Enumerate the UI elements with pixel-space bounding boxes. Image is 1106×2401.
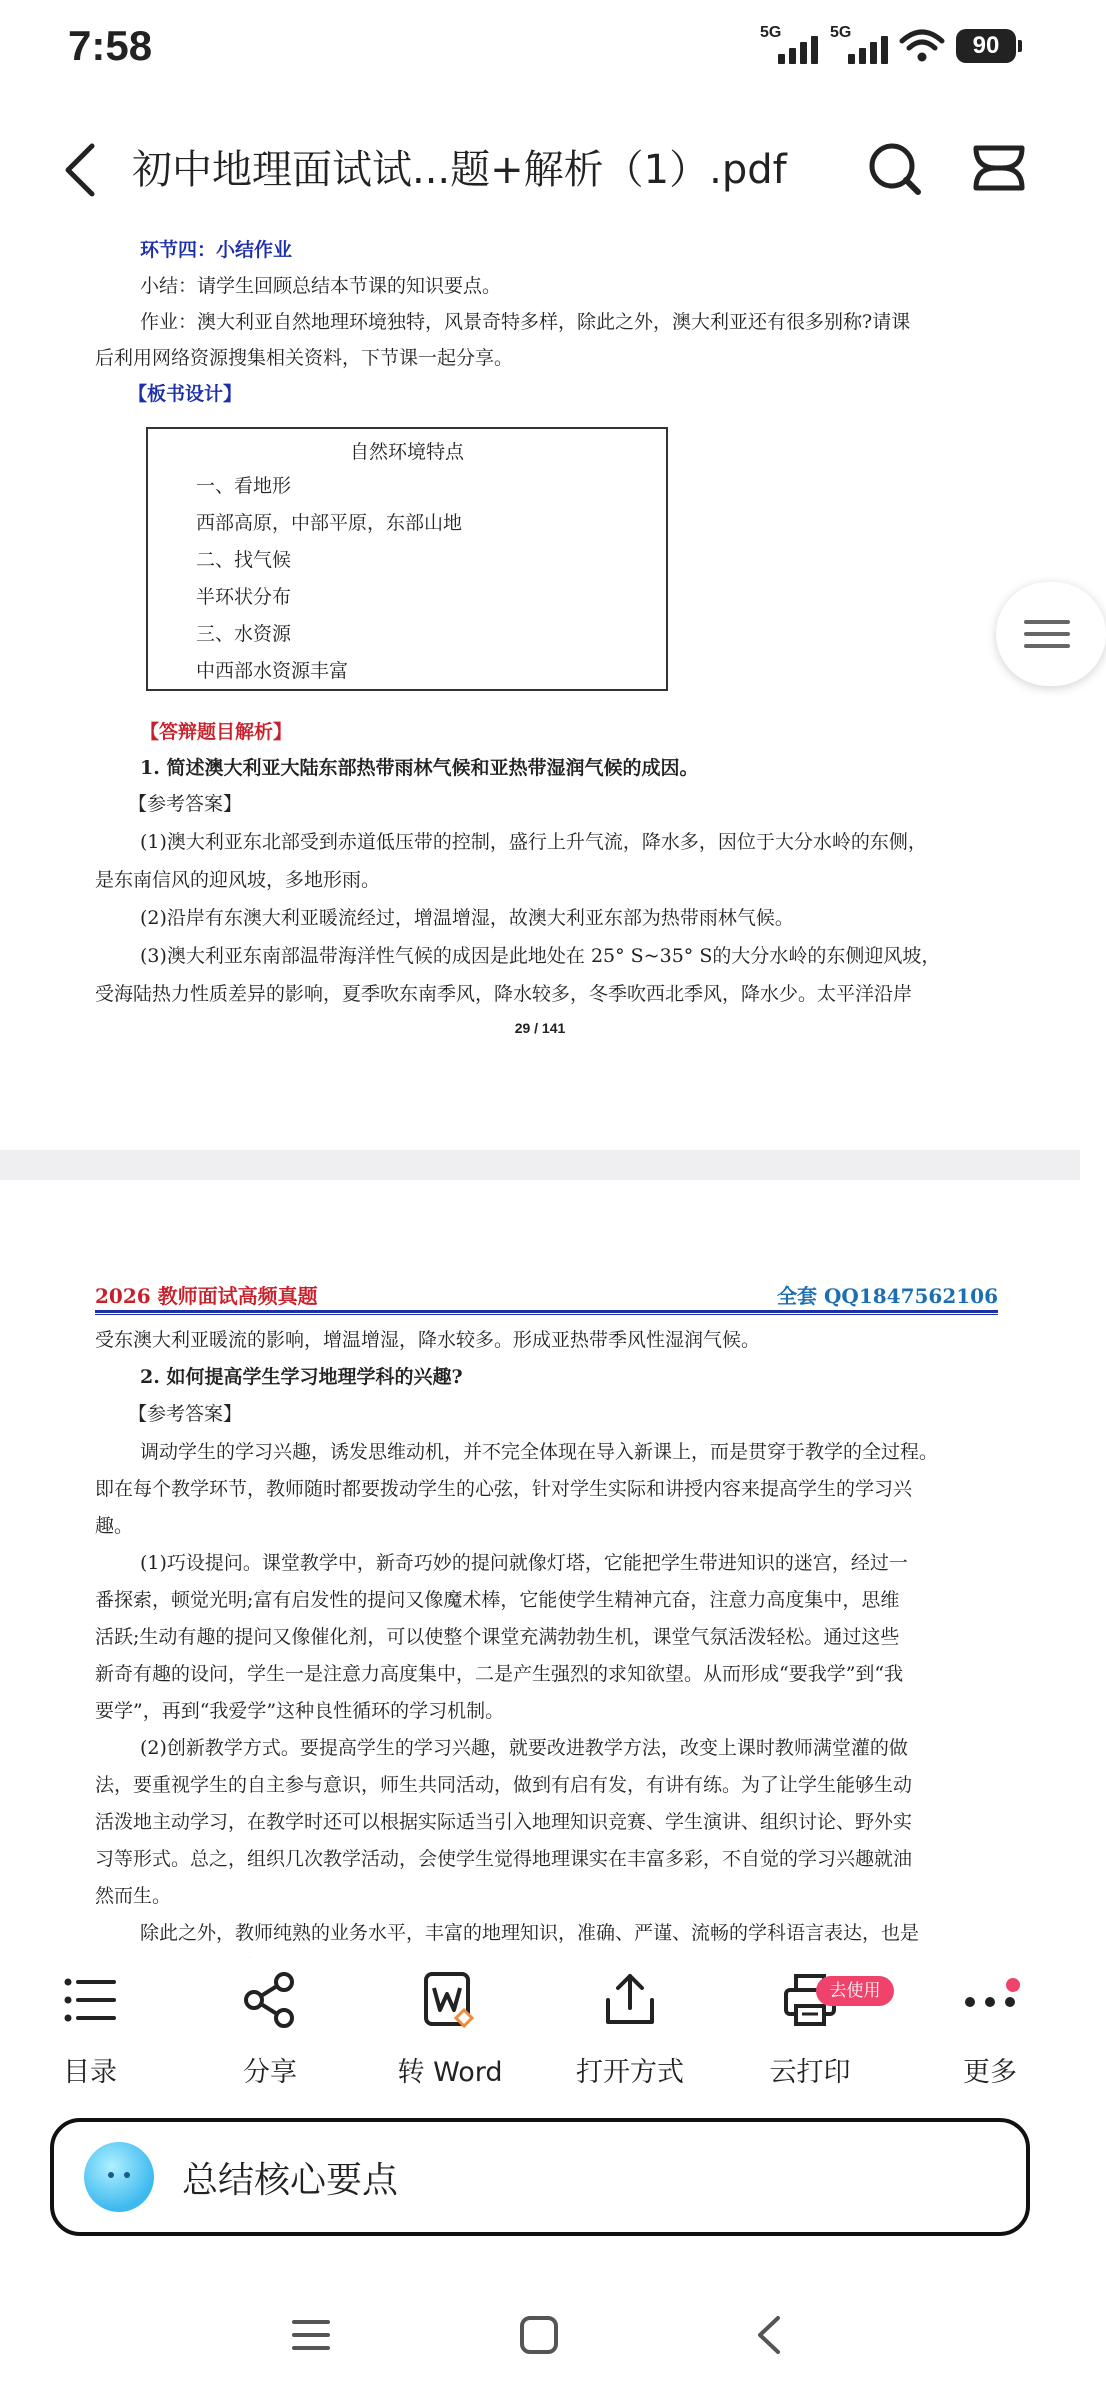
board-line: 西部高原，中部平原，东部山地 xyxy=(196,512,463,534)
status-icons xyxy=(760,26,1016,66)
text-line: 活泼地主动学习，在教学时还可以根据实际适当引入地理知识竞赛、学生演讲、组织讨论、野外实 xyxy=(95,1811,913,1833)
more-options-icon[interactable] xyxy=(970,138,1028,198)
page-separator xyxy=(0,1150,1080,1180)
share-button[interactable] xyxy=(200,1958,340,2098)
signal-icon xyxy=(760,26,818,66)
board-design-box xyxy=(146,427,668,691)
section-heading: 环节四：小结作业 xyxy=(140,239,293,261)
list-icon xyxy=(60,1970,120,2030)
battery-icon: 90 xyxy=(956,29,1016,63)
wifi-icon xyxy=(900,29,944,63)
status-time: 7:58 xyxy=(68,22,153,69)
bottom-toolbar xyxy=(0,1958,1080,2098)
cloud-print-label: 云打印 xyxy=(769,2057,851,2088)
text-line xyxy=(95,1950,285,1958)
text-line: 法，要重视学生的自主参与意识，师生共同活动，做到有启有发，有讲有练。为了让学生能够生动 xyxy=(95,1774,913,1796)
convert-word-label: 转 Word xyxy=(397,2057,503,2088)
text-line: 受东澳大利亚暖流的影响，增温增湿，降水较多。形成亚热带季风性湿润气候。 xyxy=(95,1329,761,1351)
text-line: 习等形式。总之，组织几次教学活动，会使学生觉得地理课实在丰富多彩，不自觉的学习兴趣就油 xyxy=(95,1848,913,1870)
text-line: 作业：澳大利亚自然地理环境独特，风景奇特多样，除此之外，澳大利亚还有很多别称?请课 xyxy=(140,311,911,333)
question-1: 1. 简述澳大利亚大陆东部热带雨林气候和亚热带湿润气候的成因。 xyxy=(140,757,699,779)
document-title: 初中地理面试试...题+解析（1）.pdf xyxy=(132,147,787,193)
question-2: 2. 如何提高学生学习地理学科的兴趣? xyxy=(140,1366,463,1388)
text-line: 番探索，顿觉光明;富有启发性的提问又像魔术棒，它能使学生精神亢奋，注意力高度集中，思维 xyxy=(95,1589,900,1611)
text-line: (2)沿岸有东澳大利亚暖流经过，增温增湿，故澳大利亚东部为热带雨林气候。 xyxy=(140,907,794,929)
text-line: 要学”，再到“我爱学”这种良性循环的学习机制。 xyxy=(95,1700,505,1722)
share-label: 分享 xyxy=(243,2057,297,2088)
search-icon[interactable] xyxy=(862,136,926,200)
share-icon xyxy=(240,1970,300,2030)
ai-summary-bar[interactable] xyxy=(50,2118,1030,2236)
text-line: 然而生。 xyxy=(95,1885,172,1907)
ai-summary-prompt: 总结核心要点 xyxy=(182,2160,399,2201)
app-bar xyxy=(0,120,1080,220)
side-menu-handle[interactable] xyxy=(996,582,1106,686)
text-line: (1)澳大利亚东北部受到赤道低压带的控制，盛行上升气流，降水多，因位于大分水岭的东侧， xyxy=(140,831,927,853)
board-title: 自然环境特点 xyxy=(349,441,464,463)
more-button[interactable] xyxy=(920,1958,1060,2098)
toc-label: 目录 xyxy=(63,2057,117,2088)
text-line: 趣。 xyxy=(95,1515,134,1537)
text-line: 调动学生的学习兴趣，诱发思维动机，并不完全体现在导入新课上，而是贯穿于教学的全过程。 xyxy=(140,1441,939,1463)
system-nav-bar xyxy=(0,2290,1080,2380)
convert-word-button[interactable] xyxy=(380,1958,520,2098)
back-icon[interactable] xyxy=(52,136,112,204)
text-line: 除此之外，教师纯熟的业务水平，丰富的地理知识，准确、严谨、流畅的学科语言表达，也是 xyxy=(140,1922,920,1944)
cloud-print-badge[interactable]: 去使用 xyxy=(816,1976,894,2006)
board-line: 半环状分布 xyxy=(196,586,292,608)
toc-button[interactable] xyxy=(20,1958,160,2098)
text-line: 受海陆热力性质差异的影响，夏季吹东南季风，降水较多，冬季吹西北季风，降水少。太平洋沿岸 xyxy=(95,983,913,1005)
page-number: 29 / 141 xyxy=(514,1020,566,1036)
home-icon[interactable] xyxy=(514,2310,564,2360)
page-header-right: 全套 QQ1847562106 xyxy=(777,1284,998,1308)
page-header-left: 2026 教师面试高频真题 xyxy=(95,1284,318,1308)
board-line: 三、水资源 xyxy=(196,623,292,645)
header-rule xyxy=(95,1310,998,1313)
text-line: (1)巧设提问。课堂教学中，新奇巧妙的提问就像灯塔，它能把学生带进知识的迷宫，经过一 xyxy=(140,1552,908,1574)
signal-label: 5G xyxy=(760,24,782,41)
word-convert-icon xyxy=(420,1970,480,2030)
text-line: (2)创新教学方式。要提高学生的学习兴趣，就要改进教学方法，改变上课时教师满堂灌的做 xyxy=(140,1737,908,1759)
assistant-avatar-icon xyxy=(84,2142,154,2212)
signal-label: 5G xyxy=(830,24,852,41)
reference-answer-label: 【参考答案】 xyxy=(128,1403,243,1425)
board-heading: 【板书设计】 xyxy=(128,383,243,405)
more-label: 更多 xyxy=(963,2057,1017,2088)
text-line: 是东南信风的迎风坡，多地形雨。 xyxy=(95,869,381,891)
status-bar xyxy=(0,0,1080,100)
text-line: 小结：请学生回顾总结本节课的知识要点。 xyxy=(140,275,502,297)
text-line: 活跃;生动有趣的提问又像催化剂，可以使整个课堂充满勃勃生机，课堂气氛活泼轻松。通过这些 xyxy=(95,1626,900,1648)
open-with-label: 打开方式 xyxy=(576,2057,684,2088)
upload-icon xyxy=(600,1970,660,2030)
notification-dot xyxy=(1006,1978,1020,1992)
board-line: 一、看地形 xyxy=(196,475,292,497)
recent-apps-icon[interactable] xyxy=(286,2310,336,2360)
open-with-button[interactable] xyxy=(560,1958,700,2098)
text-line: 后利用网络资源搜集相关资料，下节课一起分享。 xyxy=(95,347,514,369)
header-rule xyxy=(95,1314,998,1315)
text-line: (3)澳大利亚东南部温带海洋性气候的成因是此地处在 25° S~35° S的大分水岭的东侧迎风坡， xyxy=(140,945,941,967)
back-nav-icon[interactable] xyxy=(746,2310,796,2360)
qa-heading: 【答辩题目解析】 xyxy=(140,721,293,743)
board-line: 中西部水资源丰富 xyxy=(196,660,349,682)
signal-icon xyxy=(830,26,888,66)
text-line: 新奇有趣的设问，学生一是注意力高度集中，二是产生强烈的求知欲望。从而形成“要我学”到“我 xyxy=(95,1663,904,1685)
reference-answer-label: 【参考答案】 xyxy=(128,793,243,815)
board-line: 二、找气候 xyxy=(196,549,292,571)
text-line: 即在每个教学环节，教师随时都要拨动学生的心弦，针对学生实际和讲授内容来提高学生的学习兴 xyxy=(95,1478,913,1500)
